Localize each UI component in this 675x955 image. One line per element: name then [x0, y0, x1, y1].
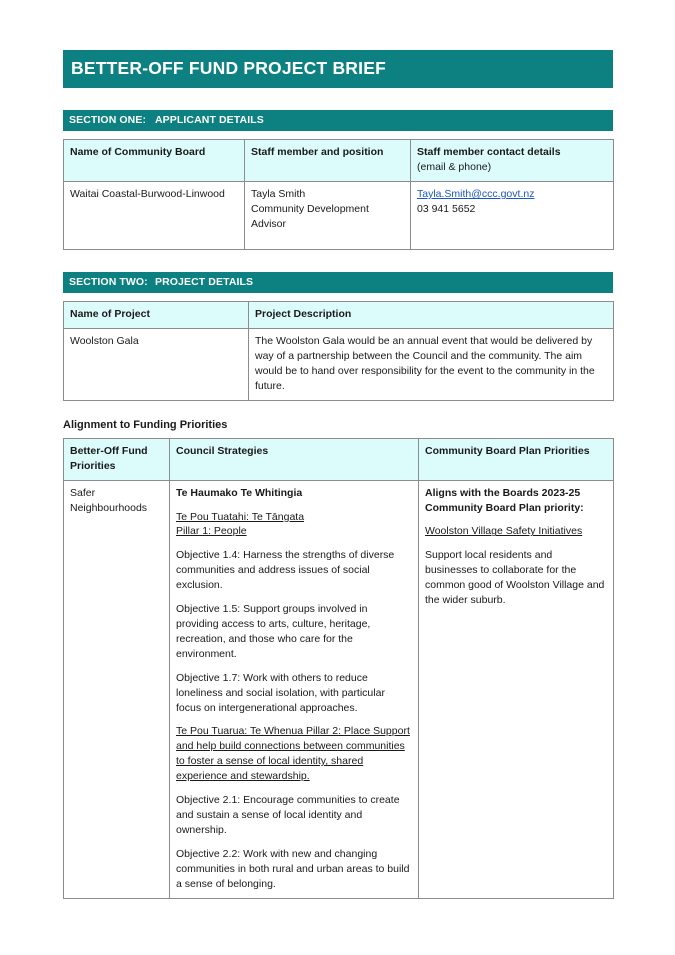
spacer — [63, 293, 613, 301]
column-header-label: Council Strategies — [176, 444, 269, 457]
cell-council-strategies — [170, 480, 419, 898]
section-one-label: SECTION ONE: — [69, 114, 147, 127]
cell-fund-priority: Safer Neighbourhoods — [64, 480, 170, 898]
section-two-label: SECTION TWO: — [69, 276, 148, 289]
column-header-contact-details — [411, 140, 614, 182]
project-details-table — [63, 301, 614, 401]
pillar-one-heading-line-1: Te Pou Tuatahi: Te Tāngata — [176, 510, 305, 523]
cell-community-board-plan — [419, 480, 614, 898]
strategy-title: Te Haumako Te Whitingia — [176, 486, 303, 499]
spacer — [63, 131, 613, 139]
pillar-two-block: Te Pou Tuarua: Te Whenua Pillar 2: Place Support and help build connections between communities to foster a sense of local identity, shared experience and stewardship. — [176, 725, 410, 783]
cell-contact-details — [411, 182, 614, 250]
staff-phone: 03 941 5652 — [417, 203, 476, 216]
staff-name: Tayla Smith — [251, 188, 306, 201]
cell-project-description: The Woolston Gala would be an annual event that would be delivered by way of a partnership between the Council and the community. The aim would be to hand over responsibility for the event to the community in the future. — [249, 329, 614, 401]
table-header-row — [64, 140, 614, 182]
board-plan-priority-description: Support local residents and businesses to collaborate for the common good of Woolston Village and the wider suburb. — [425, 549, 605, 607]
pillar-one-heading — [176, 510, 412, 540]
applicant-details-table — [63, 139, 614, 250]
objective-2-1: Objective 2.1: Encourage communities to create and sustain a sense of local identity and ownership. — [176, 794, 400, 836]
column-header-sublabel: (email & phone) — [417, 161, 492, 174]
column-header-label: Staff member and position — [251, 146, 384, 159]
column-header-board-plan-priorities — [419, 438, 614, 480]
cell-project-name: Woolston Gala — [64, 329, 249, 401]
objective-2-2: Objective 2.2: Work with new and changing communities in both rural and urban areas to build a sense of belonging. — [176, 847, 410, 890]
alignment-table — [63, 438, 614, 899]
table-header-row — [64, 302, 614, 329]
column-header-label: Staff member contact details — [417, 146, 561, 159]
section-two-bar — [63, 272, 613, 293]
document-title-banner: BETTER-OFF FUND PROJECT BRIEF — [63, 50, 613, 88]
table-row — [64, 182, 614, 250]
cell-staff-member — [245, 182, 411, 250]
board-plan-aligns-title: Aligns with the Boards 2023-25 Community Board Plan priority: — [425, 486, 584, 514]
column-header-staff-member — [245, 140, 411, 182]
staff-email-link[interactable]: Tayla.Smith@ccc.govt.nz — [417, 188, 535, 201]
column-header-label: Project Description — [255, 308, 352, 321]
column-header-label: Name of Community Board — [70, 146, 206, 159]
alignment-heading: Alignment to Funding Priorities — [63, 418, 228, 431]
section-one-bar — [63, 110, 613, 131]
column-header-project-name — [64, 302, 249, 329]
staff-position-line-1: Community Development — [251, 203, 369, 216]
spacer — [63, 401, 613, 419]
table-header-row — [64, 438, 614, 480]
spacer — [63, 88, 613, 110]
staff-position-line-2: Advisor — [251, 218, 287, 230]
column-header-council-strategies — [170, 438, 419, 480]
column-header-project-description — [249, 302, 614, 329]
section-one-title: APPLICANT DETAILS — [155, 114, 264, 127]
board-plan-priority-name: Woolston Village Safety Initiatives — [425, 525, 583, 538]
section-two-title: PROJECT DETAILS — [155, 276, 254, 289]
table-row — [64, 329, 614, 401]
column-header-label: Better-Off Fund Priorities — [70, 444, 148, 472]
objective-1-4: Objective 1.4: Harness the strengths of diverse communities and address issues of social exclusion. — [176, 549, 395, 592]
document-content — [63, 50, 613, 899]
table-row — [64, 480, 614, 898]
objective-1-5: Objective 1.5: Support groups involved in providing access to arts, culture, heritage, recreation, and those who care for the environment. — [176, 603, 371, 660]
column-header-fund-priorities — [64, 438, 170, 480]
objective-1-7: Objective 1.7: Work with others to reduce loneliness and social isolation, with particular focus on intergenerational approaches. — [176, 671, 385, 714]
column-header-label: Community Board Plan Priorities — [425, 444, 590, 457]
column-header-community-board — [64, 140, 245, 182]
column-header-label: Name of Project — [70, 308, 150, 321]
pillar-one-heading-line-2: Pillar 1: People — [176, 525, 247, 538]
spacer — [63, 250, 613, 272]
cell-community-board-name: Waitai Coastal-Burwood-Linwood — [64, 182, 245, 250]
